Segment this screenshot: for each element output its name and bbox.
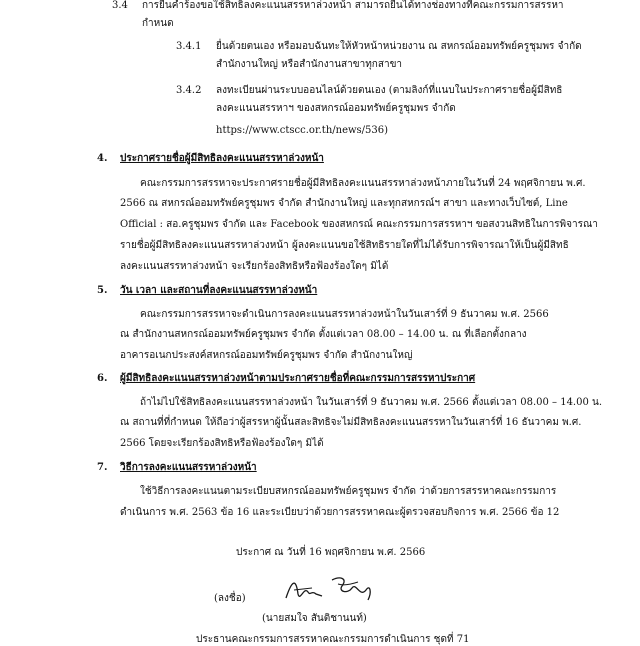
section-5-title: วัน เวลา และสถานที่ลงคะแนนสรรหาล่วงหน้า: [120, 285, 318, 296]
clause-3-4-2-line2: ลงคะแนนสรรหาฯ ของสหกรณ์ออมทรัพย์ครูชุมพร จำกัด: [216, 103, 456, 114]
section-4-title: ประกาศรายชื่อผู้มีสิทธิลงคะแนนสรรหาล่วงหน้า: [120, 153, 324, 164]
signature-label: (ลงชื่อ): [214, 593, 246, 604]
section-7-line: ดำเนินการ พ.ศ. 2563 ข้อ 16 และระเบียบว่าด้วยการสรรหาคณะผู้ตรวจสอบกิจการ พ.ศ. 2566 ข้อ 12: [120, 507, 560, 518]
section-5-line: ณ สำนักงานสหกรณ์ออมทรัพย์ครูชุมพร จำกัด ตั้งแต่เวลา 08.00 – 14.00 น. ณ ที่เลือกตั้งกลาง: [120, 329, 527, 340]
section-4-line: รายชื่อผู้มีสิทธิลงคะแนนสรรหาล่วงหน้า ผู้ลงคะแนนขอใช้สิทธิรายใดที่ไม่ได้รับการพิจารณาให้เป็นผู้มีสิทธิ: [120, 240, 569, 251]
section-6-line: 2566 โดยจะเรียกร้องสิทธิหรือฟ้องร้องใดๆ มิได้: [120, 438, 324, 449]
clause-3-4-number: 3.4: [112, 0, 128, 11]
section-4-line: 2566 ณ สหกรณ์ออมทรัพย์ครูชุมพร จำกัด สำนักงานใหญ่ และทุกสหกรณ์ฯ สาขา และทางเว็บไซต์, Line: [120, 198, 568, 209]
section-5-number: 5.: [97, 285, 108, 296]
signatory-name: (นายสมใจ สันติชานนท์): [262, 613, 367, 624]
clause-3-4-text-line2: กำหนด: [142, 18, 174, 29]
announcement-date: ประกาศ ณ วันที่ 16 พฤศจิกายน พ.ศ. 2566: [236, 547, 426, 558]
section-7-line: ใช้วิธีการลงคะแนนตามระเบียบสหกรณ์ออมทรัพย์ครูชุมพร จำกัด ว่าด้วยการสรรหาคณะกรรมการ: [140, 486, 557, 497]
section-4-line: คณะกรรมการสรรหาจะประกาศรายชื่อผู้มีสิทธิลงคะแนนสรรหาล่วงหน้าภายในวันที่ 24 พฤศจิกายน พ.ศ.: [140, 178, 586, 189]
clause-3-4-2-url: https://www.ctscc.or.th/news/536): [216, 125, 389, 136]
section-6-line: ณ สถานที่ที่กำหนด ให้ถือว่าผู้สรรหาผู้นั้นสละสิทธิจะไม่มีสิทธิลงคะแนนสรรหาในวันเสาร์ที่ 16 ธันวาคม พ.ศ.: [120, 417, 582, 428]
clause-3-4-2-line1: ลงทะเบียนผ่านระบบออนไลน์ด้วยตนเอง (ตามลิงก์ที่แนบในประกาศรายชื่อผู้มีสิทธิ: [216, 85, 563, 96]
section-7-title: วิธีการลงคะแนนสรรหาล่วงหน้า: [120, 462, 257, 473]
section-4-line: Official : สอ.ครูชุมพร จำกัด และ Facebook ของสหกรณ์ คณะกรรมการสรรหาฯ ขอสงวนสิทธิในการพิจารณา: [120, 219, 598, 230]
section-6-number: 6.: [97, 373, 108, 384]
section-6-line: ถ้าไม่ไปใช้สิทธิลงคะแนนสรรหาล่วงหน้า ในวันเสาร์ที่ 9 ธันวาคม พ.ศ. 2566 ตั้งแต่เวลา 08.00 – 14.00 น.: [140, 397, 603, 408]
clause-3-4-text-line1: การยื่นคำร้องขอใช้สิทธิลงคะแนนสรรหาล่วงหน้า สามารถยื่นได้ทางช่องทางที่คณะกรรมการสรรหา: [142, 0, 564, 11]
clause-3-4-1-line2: สำนักงานใหญ่ หรือสำนักงานสาขาทุกสาขา: [216, 59, 403, 70]
section-4-line: ลงคะแนนสรรหาล่วงหน้า จะเรียกร้องสิทธิหรือฟ้องร้องใดๆ มิได้: [120, 261, 389, 272]
section-5-line: คณะกรรมการสรรหาจะดำเนินการลงคะแนนสรรหาล่วงหน้าในวันเสาร์ที่ 9 ธันวาคม พ.ศ. 2566: [140, 309, 549, 320]
clause-3-4-1-number: 3.4.1: [176, 41, 202, 52]
clause-3-4-1-line1: ยื่นด้วยตนเอง หรือมอบฉันทะให้หัวหน้าหน่วยงาน ณ สหกรณ์ออมทรัพย์ครูชุมพร จำกัด: [216, 41, 582, 52]
section-4-number: 4.: [97, 153, 108, 164]
section-5-line: อาคารอเนกประสงค์สหกรณ์ออมทรัพย์ครูชุมพร จำกัด สำนักงานใหญ่: [120, 350, 413, 361]
section-6-title: ผู้มีสิทธิลงคะแนนสรรหาล่วงหน้าตามประกาศรายชื่อที่คณะกรรมการสรรหาประกาศ: [120, 373, 476, 384]
section-7-number: 7.: [97, 462, 108, 473]
clause-3-4-2-number: 3.4.2: [176, 85, 202, 96]
signatory-position: ประธานคณะกรรมการสรรหาคณะกรรมการดำเนินการ ชุดที่ 71: [196, 634, 470, 645]
handwritten-signature: [282, 572, 378, 606]
